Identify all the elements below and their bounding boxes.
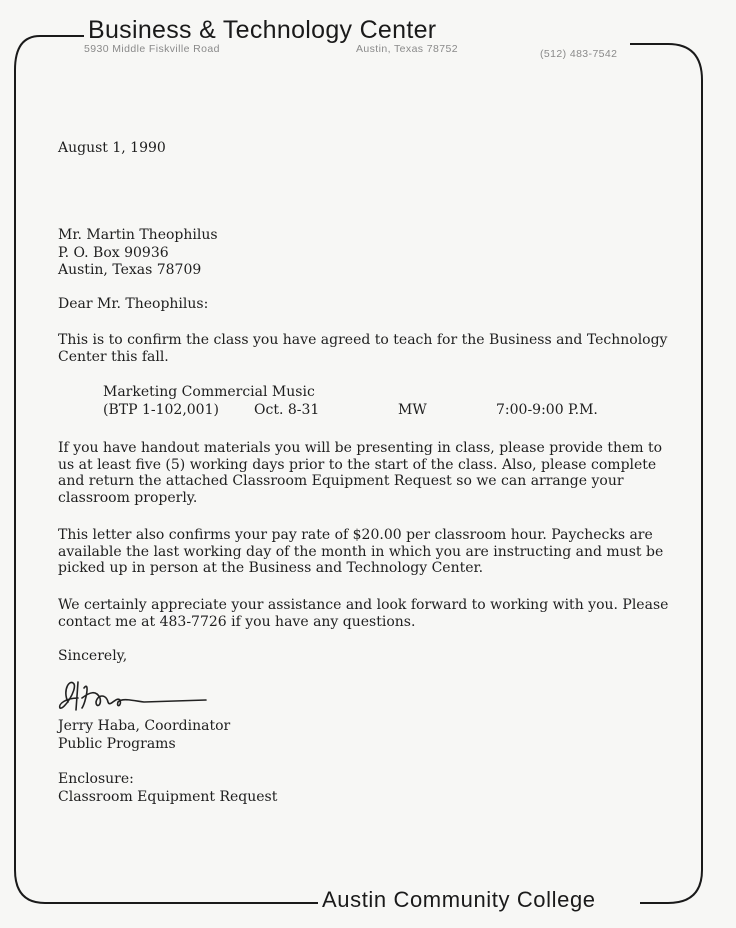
paragraph-line: picked up in person at the Business and Technology Center. xyxy=(58,560,484,576)
recipient-name: Mr. Martin Theophilus xyxy=(58,227,218,243)
salutation: Dear Mr. Theophilus: xyxy=(58,296,209,312)
signer-department: Public Programs xyxy=(58,736,176,752)
paragraph-line: contact me at 483-7726 if you have any questions. xyxy=(58,613,416,630)
paragraph-line: and return the attached Classroom Equipment Request so we can arrange your xyxy=(58,473,624,489)
signature xyxy=(56,672,216,718)
footer-college-name: Austin Community College xyxy=(318,887,600,913)
letterhead-phone: (512) 483-7542 xyxy=(540,48,618,60)
paragraph-line: If you have handout materials you will be presenting in class, please provide them to xyxy=(58,440,663,456)
class-days: MW xyxy=(398,402,427,418)
signer-name: Jerry Haba, Coordinator xyxy=(58,718,231,734)
paragraph-handouts xyxy=(58,440,668,506)
paragraph-pay xyxy=(58,527,668,577)
recipient-box: P. O. Box 90936 xyxy=(58,245,169,261)
recipient-city: Austin, Texas 78709 xyxy=(58,262,202,278)
paragraph-line: classroom properly. xyxy=(58,489,198,506)
paragraph-thanks xyxy=(58,597,668,630)
paragraph-line: Center this fall. xyxy=(58,348,169,365)
org-name: Business & Technology Center xyxy=(84,16,440,45)
enclosure-item: Classroom Equipment Request xyxy=(58,789,278,805)
paragraph-line: us at least five (5) working days prior to the start of the class. Also, please complete xyxy=(58,456,657,473)
paragraph-line: This is to confirm the class you have agreed to teach for the Business and Technology xyxy=(58,332,668,348)
closing: Sincerely, xyxy=(58,648,128,664)
class-dates: Oct. 8-31 xyxy=(254,402,320,418)
class-time: 7:00-9:00 P.M. xyxy=(496,402,598,418)
enclosure-label: Enclosure: xyxy=(58,771,134,787)
paragraph-line: We certainly appreciate your assistance and look forward to working with you. Please xyxy=(58,597,669,613)
letterhead-city: Austin, Texas 78752 xyxy=(356,43,458,55)
paragraph-line: This letter also confirms your pay rate of $20.00 per classroom hour. Paychecks are xyxy=(58,527,653,543)
paragraph-confirm xyxy=(58,332,668,365)
class-code: (BTP 1-102,001) xyxy=(103,402,219,418)
letter-date: August 1, 1990 xyxy=(58,140,166,156)
class-title: Marketing Commercial Music xyxy=(103,384,315,400)
letterhead-street: 5930 Middle Fiskville Road xyxy=(84,43,220,55)
paragraph-line: available the last working day of the month in which you are instructing and must be xyxy=(58,543,664,560)
